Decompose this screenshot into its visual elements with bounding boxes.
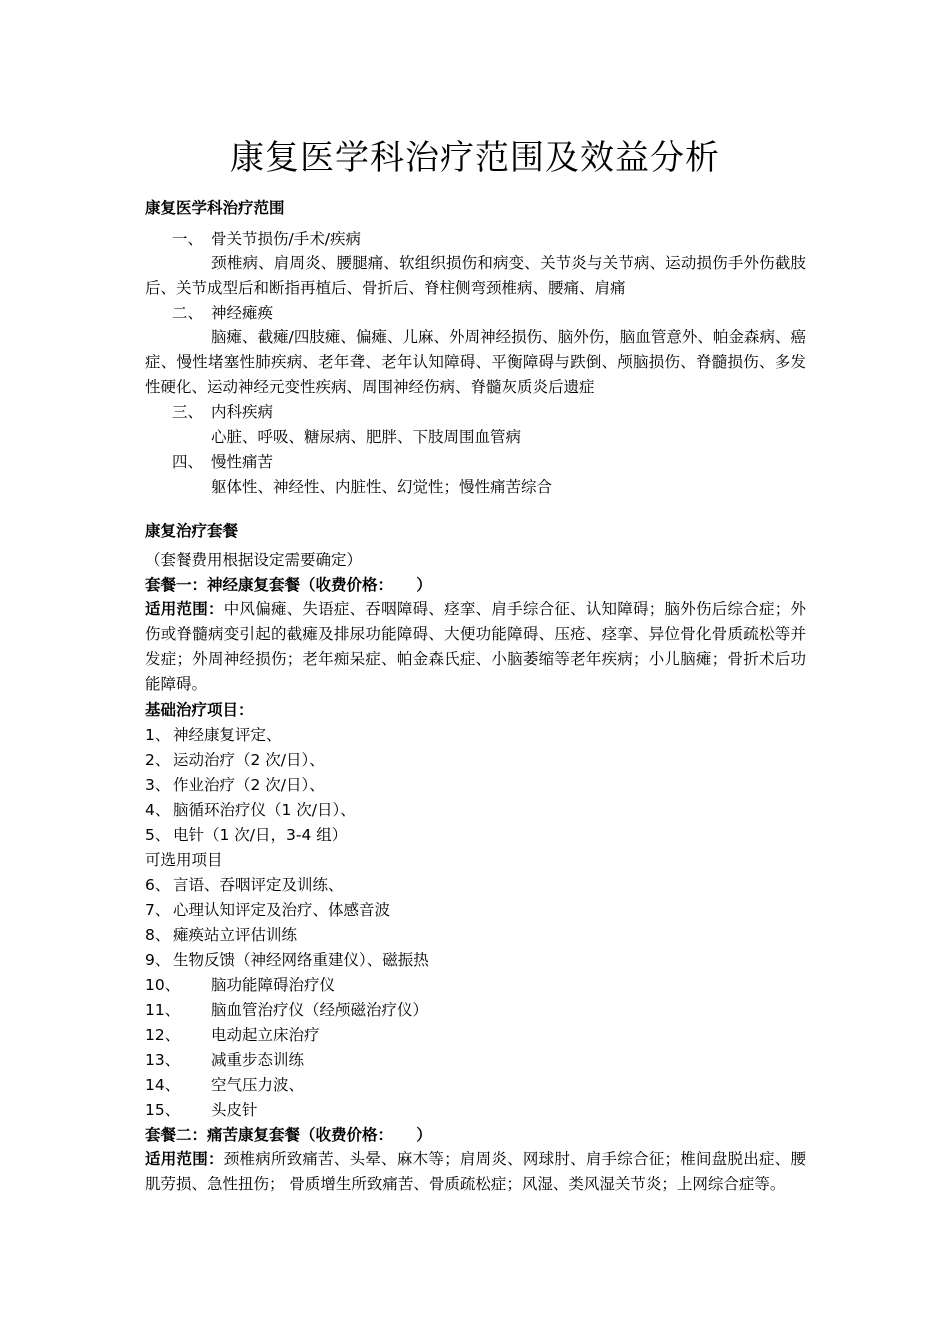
optional-item-9: 9、 生物反馈（神经网络重建仪）、磁振热: [145, 951, 429, 969]
scope-item-1-num: 一、: [172, 230, 204, 248]
optional-item-10: 10、 脑功能障碍治疗仪: [145, 976, 336, 994]
optional-item-8: 8、 瘫痪站立评估训练: [145, 926, 298, 944]
optional-item-12: 12、 电动起立床治疗: [145, 1026, 320, 1044]
scope-item-4-num: 四、: [172, 453, 204, 471]
scope-item-3-detail: 心脏、呼吸、糖尿病、肥胖、下肢周围血管病: [211, 428, 522, 446]
scope-item-2-num: 二、: [172, 304, 204, 322]
scope-item-4-detail: 躯体性、神经性、内脏性、幻觉性；慢性痛苦综合: [211, 478, 553, 496]
optional-item-14: 14、 空气压力波、: [145, 1076, 305, 1094]
package-2-scope: [145, 1147, 806, 1197]
basic-item-1: 1、 神经康复评定、: [145, 726, 282, 744]
scope-item-1-detail: 颈椎病、肩周炎、腰腿痛、软组织损伤和病变、关节炎与关节病、运动损伤手外伤截肢后、关节成型后和断指再植后、骨折后、脊柱侧弯颈椎病、腰痛、肩痛: [145, 254, 806, 297]
optional-item-13: 13、 减重步态训练: [145, 1051, 305, 1069]
optional-item-11: 11、 脑血管治疗仪（经颅磁治疗仪）: [145, 1001, 429, 1019]
basic-item-2: 2、 运动治疗（2 次/日）、: [145, 751, 325, 769]
package-1-scope: [145, 597, 806, 697]
optional-item-7: 7、 心理认知评定及治疗、体感音波: [145, 901, 391, 919]
packages-note: （套餐费用根据设定需要确定）: [145, 551, 363, 569]
optional-item-6: 6、 言语、吞咽评定及训练、: [145, 876, 344, 894]
scope-item-1-label: 骨关节损伤/手术/疾病: [211, 230, 361, 248]
optional-label: 可选用项目: [145, 851, 223, 869]
basic-item-5: 5、 电针（1 次/日，3-4 组）: [145, 826, 348, 844]
package-2-scope-text: 颈椎病所致痛苦、头晕、麻木等；肩周炎、网球肘、肩手综合征；椎间盘脱出症、腰肌劳损、急性扭伤； 骨质增生所致痛苦、骨质疏松症；风湿、类风湿关节炎；上网综合症等。: [145, 1150, 806, 1193]
basic-item-4: 4、 脑循环治疗仪（1 次/日）、: [145, 801, 356, 819]
scope-item-2-detail: 脑瘫、截瘫/四肢瘫、偏瘫、儿麻、外周神经损伤、脑外伤，脑血管意外、帕金森病、癌症、慢性堵塞性肺疾病、老年聋、老年认知障碍、平衡障碍与跌倒、颅脑损伤、脊髓损伤、多发性硬化、运动神经元变性疾病、周围神经伤病、脊髓灰质炎后遗症: [145, 328, 806, 396]
scope-item-4-label: 慢性痛苦: [211, 453, 274, 471]
package-2-title: 套餐二：痛苦康复套餐（收费价格： ）: [145, 1126, 432, 1144]
scope-heading: 康复医学科治疗范围: [145, 199, 285, 217]
page-title: 康复医学科治疗范围及效益分析: [230, 138, 720, 178]
scope-item-2-label: 神经瘫痪: [211, 304, 274, 322]
scope-item-3-num: 三、: [172, 403, 204, 421]
scope-item-3-label: 内科疾病: [211, 403, 274, 421]
package-1-title: 套餐一：神经康复套餐（收费价格： ）: [145, 576, 432, 594]
basic-item-3: 3、 作业治疗（2 次/日）、: [145, 776, 325, 794]
packages-heading: 康复治疗套餐: [145, 522, 239, 540]
package-1-basic-label: 基础治疗项目：: [145, 701, 254, 719]
package-1-scope-label: 适用范围：: [145, 600, 224, 618]
package-2-scope-label: 适用范围：: [145, 1150, 224, 1168]
package-1-scope-text: 中风偏瘫、失语症、吞咽障碍、痉挛、肩手综合征、认知障碍；脑外伤后综合症；外伤或脊髓病变引起的截瘫及排尿功能障碍、大便功能障碍、压疮、痉挛、异位骨化骨质疏松等并发症；外周神经损伤；老年痴呆症、帕金森氏症、小脑萎缩等老年疾病；小儿脑瘫；骨折术后功能障碍。: [145, 600, 806, 693]
optional-item-15: 15、 头皮针: [145, 1101, 258, 1119]
